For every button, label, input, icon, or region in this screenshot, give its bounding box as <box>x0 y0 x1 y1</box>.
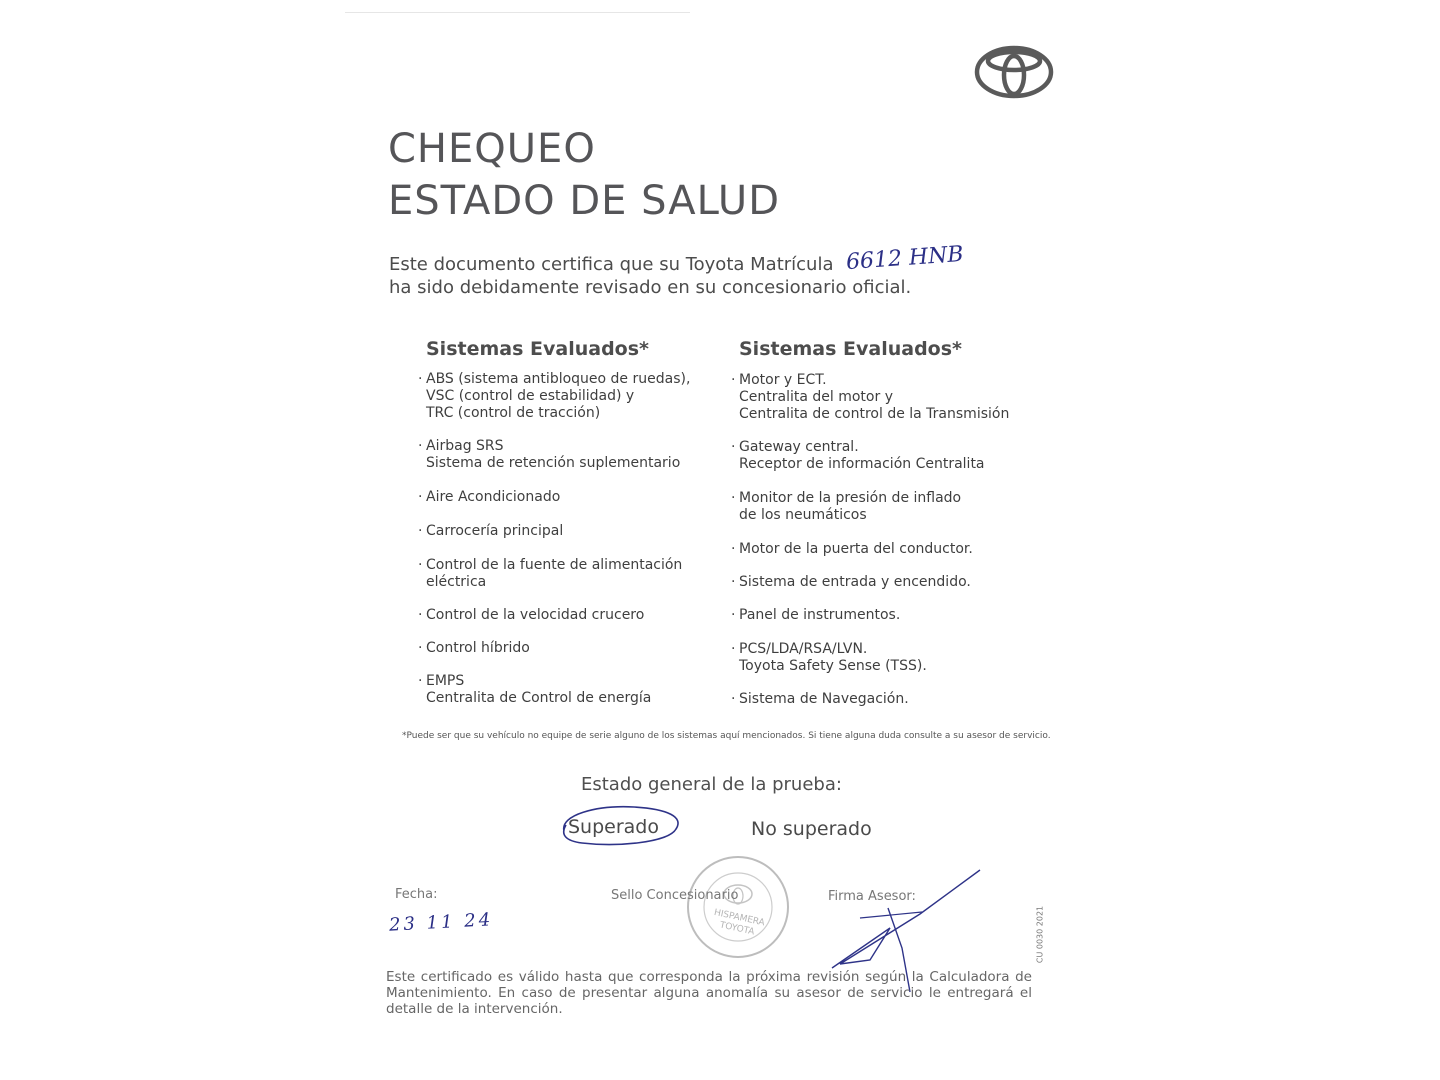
system-item-tire-pressure: · Monitor de la presión de inflado de los neumáticos <box>739 490 1039 524</box>
intro-text: Este documento certifica que su Toyota Matrícula <box>389 254 834 275</box>
result-label: Estado general de la prueba: <box>581 774 842 795</box>
system-item-emps: · EMPS Centralita de Control de energía <box>426 673 726 707</box>
system-item-power-supply: · Control de la fuente de alimentación eléctrica <box>426 557 726 591</box>
system-item-abs: · ABS (sistema antibloqueo de ruedas), VSC (control de estabilidad) y TRC (control de tracción) <box>426 371 726 422</box>
system-item-navigation: · Sistema de Navegación. <box>739 691 1039 708</box>
page-title-line2: ESTADO DE SALUD <box>388 178 781 224</box>
system-item-hybrid-control: · Control híbrido <box>426 640 726 657</box>
system-item-instrument-panel: · Panel de instrumentos. <box>739 607 1039 624</box>
system-item-engine-ect: · Motor y ECT. Centralita del motor y Centralita de control de la Transmisión <box>739 372 1039 423</box>
system-item-gateway: · Gateway central. Receptor de información Centralita <box>739 439 1039 473</box>
stamp-text: HISPAMERA TOYOTA <box>712 907 766 938</box>
page-title-line1: CHEQUEO <box>388 126 596 172</box>
right-column-title: Sistemas Evaluados* <box>739 338 962 360</box>
scan-artifact-line <box>345 12 690 13</box>
left-column-title: Sistemas Evaluados* <box>426 338 649 360</box>
system-item-airbag: · Airbag SRS Sistema de retención suplementario <box>426 438 726 472</box>
system-item-air-conditioning: · Aire Acondicionado <box>426 489 726 506</box>
validity-statement: Este certificado es válido hasta que corresponda la próxima revisión según la Calculadora de Mantenimiento. En caso de presentar alguna anomalía su asesor de servicio le entregará el detalle de la intervención. <box>386 969 1032 1017</box>
date-handwritten: 23 11 24 <box>388 909 494 936</box>
toyota-logo-icon <box>974 44 1054 100</box>
result-failed-label: No superado <box>751 818 872 840</box>
footnote: *Puede ser que su vehículo no equipe de serie alguno de los sistemas aquí mencionados. Si tiene alguna duda consulte a su asesor de servicio. <box>402 731 1051 741</box>
system-item-tss: · PCS/LDA/RSA/LVN. Toyota Safety Sense (TSS). <box>739 641 1039 675</box>
system-item-entry-start: · Sistema de entrada y encendido. <box>739 574 1039 591</box>
date-label: Fecha: <box>395 887 438 902</box>
result-passed-label: Superado <box>568 816 659 838</box>
system-item-body: · Carrocería principal <box>426 523 726 540</box>
dealer-stamp-icon <box>683 852 793 962</box>
intro-line2: ha sido debidamente revisado en su concesionario oficial. <box>389 277 912 298</box>
system-item-driver-door: · Motor de la puerta del conductor. <box>739 541 1039 558</box>
license-plate-handwritten: 6612 HNB <box>845 241 965 276</box>
advisor-signature-label: Firma Asesor: <box>828 889 916 904</box>
form-code: CU 0030 2021 <box>1035 905 1045 964</box>
intro-line1 <box>389 254 834 275</box>
system-item-cruise-control: · Control de la velocidad crucero <box>426 607 726 624</box>
selection-circle-icon <box>556 801 684 849</box>
stamp-label: Sello Concesionario <box>611 888 739 903</box>
